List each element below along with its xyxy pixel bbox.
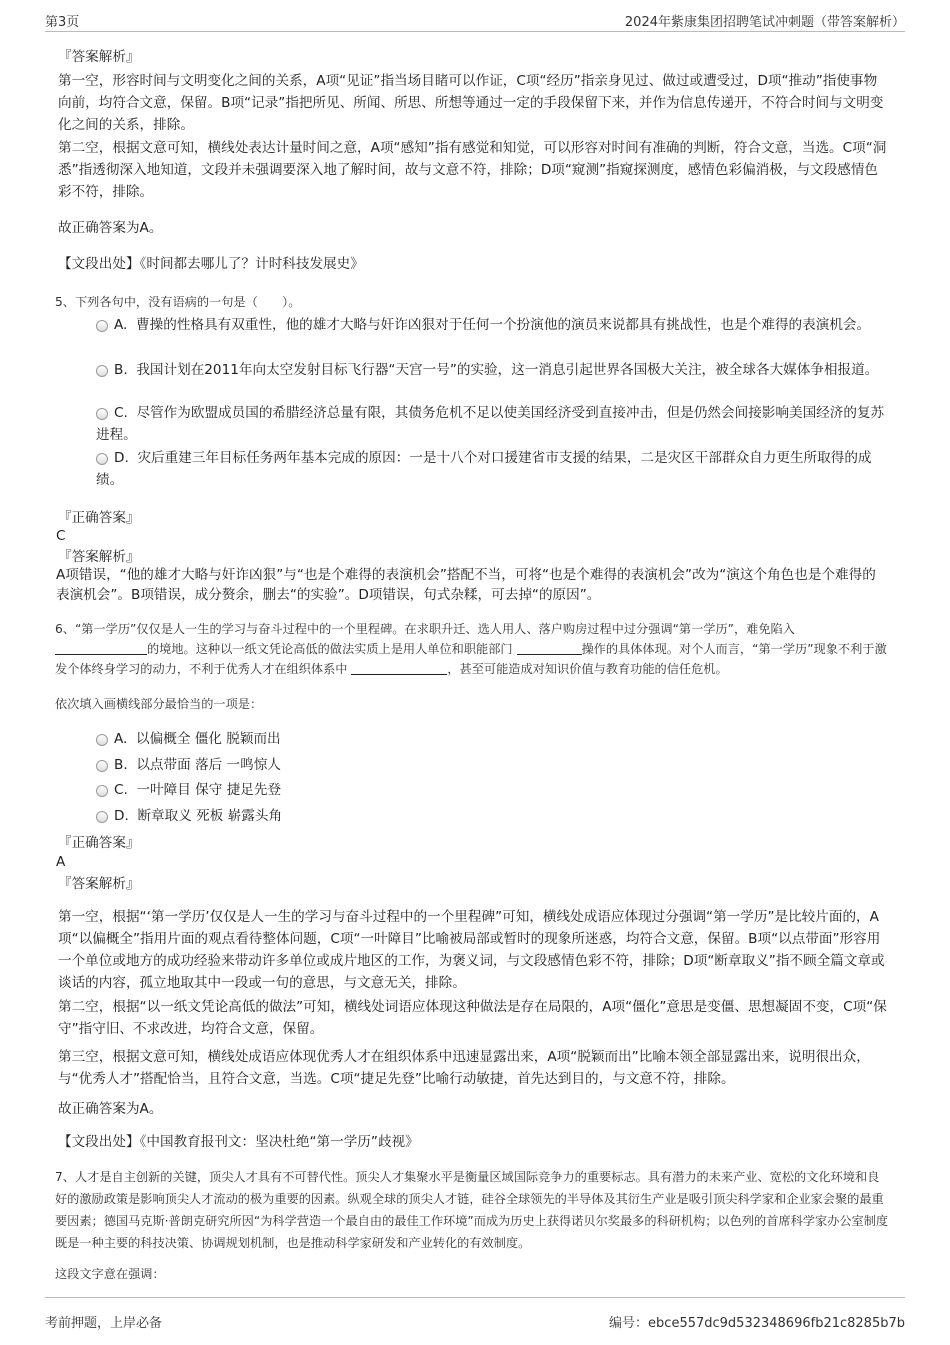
page-number: 第3页 [45, 15, 80, 30]
correct-answer-label: 『正确答案』 [58, 510, 140, 526]
option-text: 以偏概全 僵化 脱颖而出 [136, 731, 281, 747]
option-text: 曹操的性格具有双重性，他的雄才大略与奸诈凶狠对于任何一个扮演他的演员来说都具有挑战性，也是个难得的表演机会。 [136, 317, 871, 333]
analysis-paragraph: 第二空，根据“以一纸文凭论高低的做法”可知，横线处词语应体现这种做法是存在局限的，A项“僵化”意思是变僵、思想凝固不变，C项“保守”指守旧、不求改进，均符合文意，保留。 [58, 999, 887, 1037]
option-text: 尽管作为欧盟成员国的希腊经济总量有限，其债务危机不足以使美国经济受到直接冲击，但是仍然会间接影响美国经济的复苏进程。 [96, 405, 885, 443]
option-label: D. [114, 450, 129, 466]
document-id: 编号：ebce557dc9d532348696fb21c8285b7b [609, 1316, 905, 1331]
option-text: 断章取义 死板 崭露头角 [137, 808, 283, 824]
document-title: 2024年紫康集团招聘笔试冲刺题（带答案解析） [624, 15, 905, 30]
source: 【文段出处】《时间都去哪儿了？计时科技发展史》 [58, 256, 364, 272]
stem-text: 6、“第一学历”仅仅是人一生的学习与奋斗过程中的一个里程碑。在求职升迁、选人用人、落户购房过程中过分强调“第一学历”，难免陷入 [55, 622, 795, 636]
option-text: 我国计划在2011年向太空发射目标飞行器“天宫一号”的实验，这一消息引起世界各国极大关注，被全球各大媒体争相报道。 [136, 362, 879, 378]
question-6-stem [55, 619, 890, 679]
blank-2 [517, 640, 582, 655]
radio-icon[interactable] [96, 453, 108, 465]
stem-text: 操作的具体体现。对个人而言，“第一学历”现象不利于激发个体终身学习的动力，不利于优秀人才在组织体系中 [55, 642, 887, 676]
radio-icon[interactable] [96, 785, 108, 797]
source: 【文段出处】《中国教育报刊文：坚决杜绝“第一学历”歧视》 [58, 1134, 419, 1150]
radio-icon[interactable] [96, 760, 108, 772]
option-text: 灾后重建三年目标任务两年基本完成的原因：一是十八个对口援建省市支援的结果，二是灾区干部群众自力更生所取得的成绩。 [96, 450, 872, 488]
option-label: A. [114, 731, 128, 747]
correct-answer: C [56, 528, 66, 544]
radio-icon[interactable] [96, 365, 108, 377]
correct-answer: A [56, 854, 66, 870]
option-d[interactable] [96, 805, 886, 827]
option-label: C. [114, 405, 128, 421]
option-c[interactable] [96, 779, 886, 801]
option-b[interactable] [96, 359, 886, 381]
radio-icon[interactable] [96, 320, 108, 332]
option-text: 以点带面 落后 一鸣惊人 [136, 757, 281, 773]
analysis-label: 『答案解析』 [58, 876, 140, 892]
radio-icon[interactable] [96, 408, 108, 420]
correct-answer-label: 『正确答案』 [58, 835, 140, 851]
analysis-label: 『答案解析』 [58, 549, 140, 565]
option-a[interactable] [96, 314, 886, 336]
analysis-label: 『答案解析』 [58, 49, 140, 65]
question-7-stem: 7、人才是自主创新的关键，顶尖人才具有不可替代性。顶尖人才集聚水平是衡量区域国际竞争力的重要标志。具有潜力的未来产业、宽松的文化环境和良好的激励政策是影响顶尖人才流动的极为重要的因素。纵观全球的顶尖人才链，硅谷全球领先的半导体及其衍生产业是吸引顶尖科学家和企业家会聚的最重要因素；德国马克斯·普朗克研究所因“为科学营造一个最自由的最佳工作环境”而成为历史上获得诺贝尔奖最多的科研机构；以色列的首席科学家办公室制度既是一种主要的科技决策、协调规划机制，也是推动科学家研发和产业转化的有效制度。 [55, 1170, 889, 1250]
footer-slogan: 考前押题，上岸必备 [45, 1316, 163, 1331]
option-label: C. [114, 782, 128, 798]
option-label: B. [114, 362, 128, 378]
footer-divider [45, 1297, 905, 1298]
option-c[interactable] [96, 402, 886, 446]
header-divider [45, 31, 905, 32]
option-label: D. [114, 808, 129, 824]
question-5-stem: 5、下列各句中，没有语病的一句是（ ）。 [55, 295, 301, 309]
analysis-paragraph: 第一空，根据“‘第一学历’仅仅是人一生的学习与奋斗过程中的一个里程碑”可知，横线处成语应体现过分强调“第一学历”是比较片面的，A项“以偏概全”指用片面的观点看待整体问题，C项“一叶障目”比喻被局部或暂时的现象所迷惑，均符合文意，保留。B项“以点带面”形容用一个单位或地方的成功经验来带动许多单位或成片地区的工作，为褒义词，与文段感情色彩不符，排除；D项“断章取义”指不顾全篇文章或谈话的内容，孤立地取其中一段或一句的意思，与文意无关，排除。 [58, 909, 885, 991]
stem-text: 的境地。这种以一纸文凭论高低的做法实质上是用人单位和职能部门 [147, 642, 513, 656]
option-label: B. [114, 757, 128, 773]
blank-1 [55, 640, 147, 655]
radio-icon[interactable] [96, 734, 108, 746]
analysis-paragraph: 第一空，形容时间与文明变化之间的关系，A项“见证”指当场目睹可以作证，C项“经历”指亲身见过、做过或遭受过，D项“推动”指使事物向前，均符合文意，保留。B项“记录”指把所见、所闻、所思、所想等通过一定的手段保留下来，并作为信息传递开，不符合时间与文明变化之间的关系，排除。 [58, 73, 884, 133]
option-text: 一叶障目 保守 捷足先登 [136, 782, 282, 798]
option-b[interactable] [96, 754, 886, 776]
analysis-paragraph: 第三空，根据文意可知，横线处成语应体现优秀人才在组织体系中迅速显露出来，A项“脱颖而出”比喻本领全部显露出来，说明很出众，与“优秀人才”搭配恰当，且符合文意，当选。C项“捷足先登”比喻行动敏捷，首先达到目的，与文意不符，排除。 [58, 1049, 870, 1087]
question-6-prompt: 依次填入画横线部分最恰当的一项是： [55, 697, 263, 711]
radio-icon[interactable] [96, 811, 108, 823]
conclusion: 故正确答案为A。 [58, 220, 163, 236]
analysis-paragraph: A项错误，“他的雄才大略与奸诈凶狠”与“也是个难得的表演机会”搭配不当，可将“也是个难得的表演机会”改为“演这个角色也是个难得的表演机会”。B项错误，成分赘余，删去“的实验”。D项错误，句式杂糅，可去掉“的原因”。 [56, 567, 876, 603]
analysis-paragraph: 第二空，根据文意可知，横线处表达计量时间之意，A项“感知”指有感觉和知觉，可以形容对时间有准确的判断，符合文意，当选。C项“洞悉”指透彻深入地知道，文段并未强调要深入地了解时间，故与文意不符，排除；D项“窥测”指窥探测度，感情色彩偏消极，与文段感情色彩不符，排除。 [58, 140, 887, 200]
option-d[interactable] [96, 447, 886, 491]
option-label: A. [114, 317, 128, 333]
question-7-prompt: 这段文字意在强调： [55, 1267, 165, 1281]
conclusion: 故正确答案为A。 [58, 1101, 163, 1117]
option-a[interactable] [96, 728, 886, 750]
blank-3 [351, 660, 447, 675]
stem-text: ，甚至可能造成对知识价值与教育功能的信任危机。 [447, 662, 728, 676]
